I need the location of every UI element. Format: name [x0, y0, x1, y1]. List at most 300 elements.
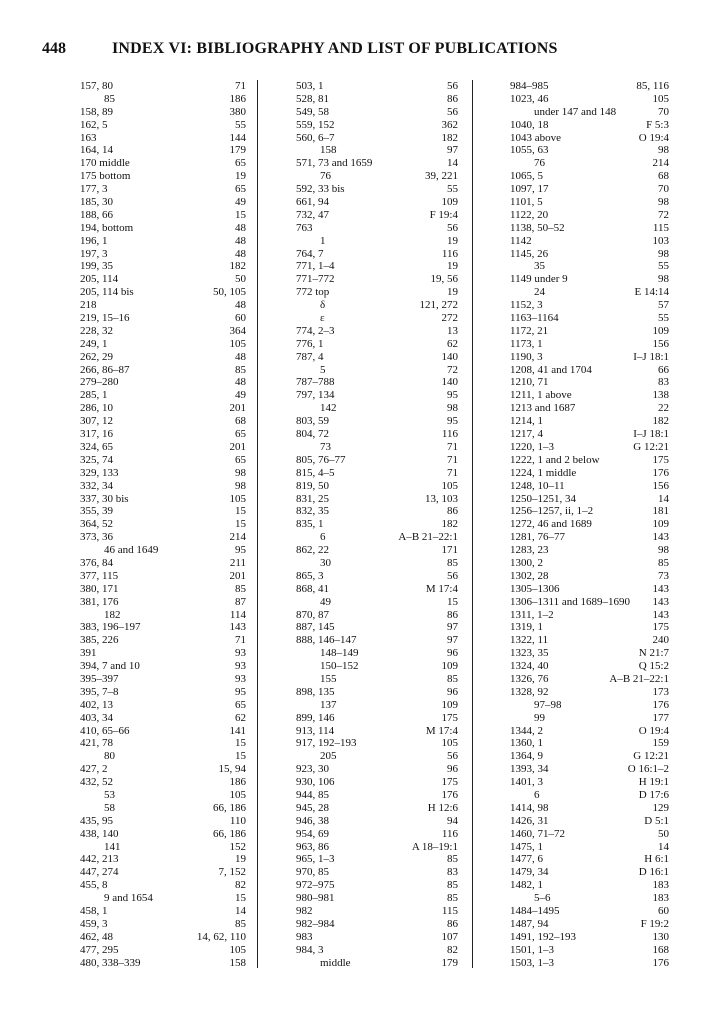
entry-page-ref: 143: [652, 531, 669, 544]
entry-page-ref: G 12:21: [633, 440, 669, 453]
entry-reference: 5: [320, 363, 326, 376]
index-entry: [80, 789, 246, 802]
entry-reference: 1323, 35: [510, 647, 549, 660]
entry-reference: 1477, 6: [510, 853, 543, 866]
entry-reference: 965, 1–3: [296, 853, 335, 866]
entry-reference: 137: [320, 698, 337, 711]
entry-page-ref: O 19:4: [638, 724, 669, 737]
entry-page-ref: 19: [447, 260, 458, 273]
entry-page-ref: F 19:2: [640, 917, 669, 930]
index-entry: [510, 170, 669, 183]
entry-page-ref: 14: [658, 492, 669, 505]
entry-page-ref: 85: [447, 892, 458, 905]
index-entry: [510, 725, 669, 738]
entry-reference: 1250–1251, 34: [510, 492, 576, 505]
entry-page-ref: 175: [441, 776, 458, 789]
index-entry: [510, 763, 669, 776]
entry-reference: 1460, 71–72: [510, 827, 565, 840]
entry-page-ref: 86: [447, 505, 458, 518]
entry-page-ref: 96: [447, 685, 458, 698]
entry-page-ref: 56: [447, 221, 458, 234]
index-entry: [80, 402, 246, 415]
entry-page-ref: H 12:6: [427, 801, 458, 814]
entry-reference: 732, 47: [296, 208, 329, 221]
entry-reference: δ: [320, 299, 326, 312]
entry-reference: 182: [104, 608, 121, 621]
entry-reference: 870, 87: [296, 608, 329, 621]
index-entry: [296, 609, 458, 622]
entry-reference: 46 and 1649: [104, 544, 159, 557]
index-entry: [510, 815, 669, 828]
index-entry: [80, 299, 246, 312]
index-entry: [80, 493, 246, 506]
entry-page-ref: 70: [658, 105, 669, 118]
index-entry: [80, 144, 246, 157]
entry-page-ref: 182: [441, 131, 458, 144]
entry-page-ref: 62: [235, 711, 246, 724]
index-entry: [510, 673, 669, 686]
page-header: [0, 40, 725, 64]
entry-reference: 888, 146–147: [296, 634, 357, 647]
entry-reference: 803, 59: [296, 415, 329, 428]
entry-page-ref: 116: [441, 827, 458, 840]
entry-page-ref: 143: [652, 582, 669, 595]
entry-reference: 559, 152: [296, 118, 335, 131]
entry-page-ref: 85: [447, 879, 458, 892]
entry-reference: 1479, 34: [510, 866, 549, 879]
entry-page-ref: 85: [235, 582, 246, 595]
entry-reference: 447, 274: [80, 866, 119, 879]
entry-reference: 373, 36: [80, 531, 113, 544]
index-entry: [510, 415, 669, 428]
entry-reference: 1302, 28: [510, 569, 549, 582]
index-entry: [296, 273, 458, 286]
entry-page-ref: 85: [447, 853, 458, 866]
index-entry: [80, 944, 246, 957]
entry-reference: 435, 95: [80, 814, 113, 827]
entry-page-ref: 15: [447, 595, 458, 608]
entry-reference: 402, 13: [80, 698, 113, 711]
entry-page-ref: 48: [235, 350, 246, 363]
entry-reference: 158, 89: [80, 105, 113, 118]
entry-reference: 1149 under 9: [510, 273, 568, 286]
entry-page-ref: 22: [658, 402, 669, 415]
entry-reference: 913, 114: [296, 724, 335, 737]
entry-reference: 776, 1: [296, 337, 324, 350]
entry-page-ref: 105: [441, 479, 458, 492]
entry-reference: 1305–1306: [510, 582, 560, 595]
index-entry: [296, 132, 458, 145]
entry-page-ref: 201: [229, 440, 246, 453]
entry-page-ref: 56: [447, 750, 458, 763]
index-entry: [510, 957, 669, 970]
entry-page-ref: 48: [235, 247, 246, 260]
index-entry: [80, 325, 246, 338]
index-entry: [510, 389, 669, 402]
entry-page-ref: 14, 62, 110: [196, 930, 246, 943]
entry-reference: middle: [320, 956, 351, 969]
entry-reference: 80: [104, 750, 115, 763]
index-entry: [510, 828, 669, 841]
entry-reference: 380, 171: [80, 582, 119, 595]
index-entry: [296, 699, 458, 712]
index-entry: [296, 621, 458, 634]
entry-reference: 148–149: [320, 647, 359, 660]
entry-reference: 49: [320, 595, 331, 608]
index-entry: [296, 260, 458, 273]
entry-reference: 355, 39: [80, 505, 113, 518]
index-entry: [80, 428, 246, 441]
entry-reference: 157, 80: [80, 80, 113, 92]
index-entry: [80, 132, 246, 145]
entry-page-ref: 68: [235, 415, 246, 428]
index-entry: [296, 222, 458, 235]
entry-reference: 76: [534, 157, 545, 170]
entry-page-ref: 143: [652, 595, 669, 608]
entry-page-ref: 182: [441, 518, 458, 531]
index-entry: [296, 725, 458, 738]
entry-page-ref: 15: [235, 505, 246, 518]
entry-page-ref: 72: [447, 363, 458, 376]
index-entry: [80, 273, 246, 286]
index-entry: [510, 144, 669, 157]
index-entry: [510, 686, 669, 699]
index-entry: [296, 841, 458, 854]
entry-reference: 970, 85: [296, 866, 329, 879]
entry-reference: 1281, 76–77: [510, 531, 565, 544]
entry-page-ref: 109: [652, 324, 669, 337]
entry-page-ref: 15, 94: [218, 763, 246, 776]
index-entry: [296, 196, 458, 209]
entry-page-ref: 175: [441, 711, 458, 724]
entry-page-ref: 272: [441, 312, 458, 325]
entry-reference: 58: [104, 801, 115, 814]
index-entry: [510, 376, 669, 389]
entry-page-ref: 105: [441, 737, 458, 750]
index-entry: [296, 583, 458, 596]
entry-page-ref: 156: [652, 479, 669, 492]
entry-page-ref: 55: [658, 260, 669, 273]
index-entry: [296, 905, 458, 918]
page-title: INDEX VI: BIBLIOGRAPHY AND LIST OF PUBLICATIONS: [112, 40, 558, 57]
entry-reference: 980–981: [296, 892, 335, 905]
index-entry: [510, 338, 669, 351]
entry-page-ref: 73: [658, 569, 669, 582]
entry-reference: 984–985: [510, 80, 549, 92]
entry-page-ref: 380: [229, 105, 246, 118]
entry-page-ref: 49: [235, 196, 246, 209]
entry-page-ref: 71: [235, 634, 246, 647]
entry-reference: 1306–1311 and 1689–1690: [510, 595, 630, 608]
index-entry: [510, 402, 669, 415]
entry-page-ref: 176: [652, 956, 669, 969]
index-entry: [80, 518, 246, 531]
entry-page-ref: 109: [441, 660, 458, 673]
entry-reference: 403, 34: [80, 711, 113, 724]
entry-reference: 194, bottom: [80, 221, 134, 234]
entry-page-ref: 177: [652, 711, 669, 724]
entry-page-ref: 97: [447, 634, 458, 647]
index-entry: [510, 647, 669, 660]
entry-page-ref: 168: [652, 943, 669, 956]
entry-reference: 982: [296, 905, 313, 917]
entry-reference: 97–98: [534, 698, 562, 711]
entry-page-ref: 103: [652, 234, 669, 247]
entry-reference: 219, 15–16: [80, 312, 130, 325]
entry-reference: 1055, 63: [510, 144, 549, 157]
entry-reference: 771–772: [296, 273, 335, 286]
entry-page-ref: 65: [235, 183, 246, 196]
entry-page-ref: 93: [235, 647, 246, 660]
index-entry: [510, 544, 669, 557]
index-entry: [510, 106, 669, 119]
entry-page-ref: 48: [235, 234, 246, 247]
entry-reference: 1501, 1–3: [510, 943, 554, 956]
entry-reference: 930, 106: [296, 776, 335, 789]
entry-page-ref: 97: [447, 144, 458, 157]
entry-page-ref: 175: [652, 453, 669, 466]
index-entry: [80, 415, 246, 428]
index-entry: [80, 209, 246, 222]
index-entry: [80, 905, 246, 918]
entry-page-ref: G 12:21: [633, 750, 669, 763]
entry-reference: 972–975: [296, 879, 335, 892]
index-entry: [80, 712, 246, 725]
entry-page-ref: H 6:1: [644, 853, 669, 866]
entry-page-ref: 98: [658, 247, 669, 260]
index-entry: [510, 505, 669, 518]
entry-reference: 1040, 18: [510, 118, 549, 131]
entry-reference: 503, 1: [296, 80, 324, 92]
index-entry: [296, 815, 458, 828]
entry-page-ref: 48: [235, 299, 246, 312]
entry-reference: 205: [320, 750, 337, 763]
entry-page-ref: D 17:6: [638, 788, 669, 801]
entry-page-ref: 130: [652, 930, 669, 943]
index-entry: [296, 93, 458, 106]
index-entry: [80, 106, 246, 119]
entry-reference: 945, 28: [296, 801, 329, 814]
entry-reference: 1214, 1: [510, 415, 543, 428]
entry-reference: 1101, 5: [510, 196, 543, 209]
entry-page-ref: 158: [229, 956, 246, 969]
entry-reference: 99: [534, 711, 545, 724]
index-entry: [510, 222, 669, 235]
entry-page-ref: 93: [235, 672, 246, 685]
index-entry: [296, 183, 458, 196]
entry-page-ref: 95: [447, 389, 458, 402]
index-entry: [510, 879, 669, 892]
entry-reference: 391: [80, 647, 97, 660]
entry-reference: 188, 66: [80, 208, 113, 221]
entry-reference: 158: [320, 144, 337, 157]
entry-page-ref: 95: [235, 685, 246, 698]
index-entry: [510, 364, 669, 377]
entry-reference: 984, 3: [296, 943, 324, 956]
index-entry: [510, 209, 669, 222]
entry-reference: 944, 85: [296, 788, 329, 801]
entry-page-ref: 15: [235, 737, 246, 750]
entry-page-ref: 182: [229, 260, 246, 273]
index-entry: [510, 351, 669, 364]
entry-page-ref: 85, 116: [636, 80, 669, 92]
index-entry: [510, 931, 669, 944]
entry-page-ref: 115: [652, 221, 669, 234]
entry-reference: 1097, 17: [510, 183, 549, 196]
index-entry: [296, 312, 458, 325]
entry-reference: 571, 73 and 1659: [296, 157, 373, 170]
entry-reference: 5–6: [534, 892, 551, 905]
index-entry: [296, 157, 458, 170]
entry-page-ref: 50: [658, 827, 669, 840]
index-entry: [296, 737, 458, 750]
index-entry: [510, 132, 669, 145]
index-entry: [296, 376, 458, 389]
entry-reference: 1401, 3: [510, 776, 543, 789]
entry-reference: 24: [534, 286, 545, 299]
entry-page-ref: 98: [447, 402, 458, 415]
entry-page-ref: 95: [235, 544, 246, 557]
index-entry: [80, 725, 246, 738]
entry-reference: 285, 1: [80, 389, 108, 402]
index-entry: [510, 260, 669, 273]
index-entry: [296, 763, 458, 776]
entry-reference: 76: [320, 170, 331, 183]
entry-reference: 549, 58: [296, 105, 329, 118]
entry-page-ref: 141: [229, 724, 246, 737]
index-entry: [296, 106, 458, 119]
index-entry: [296, 544, 458, 557]
index-entry: [80, 338, 246, 351]
index-entry: [296, 660, 458, 673]
entry-reference: 30: [320, 556, 331, 569]
index-entry: [80, 376, 246, 389]
index-entry: [296, 557, 458, 570]
index-entry: [296, 673, 458, 686]
entry-page-ref: Q 15:2: [638, 660, 669, 673]
entry-reference: 1122, 20: [510, 208, 549, 221]
entry-reference: 1482, 1: [510, 879, 543, 892]
index-entry: [510, 634, 669, 647]
index-entry: [510, 609, 669, 622]
entry-reference: 815, 4–5: [296, 466, 335, 479]
index-entry: [80, 828, 246, 841]
index-entry: [510, 802, 669, 815]
entry-page-ref: 105: [652, 92, 669, 105]
index-entry: [296, 828, 458, 841]
entry-page-ref: 93: [235, 660, 246, 673]
entry-reference: 394, 7 and 10: [80, 660, 140, 673]
index-entry: [80, 931, 246, 944]
entry-reference: 1328, 92: [510, 685, 549, 698]
entry-reference: 455, 8: [80, 879, 108, 892]
entry-reference: 771, 1–4: [296, 260, 335, 273]
entry-reference: 946, 38: [296, 814, 329, 827]
entry-page-ref: 175: [652, 621, 669, 634]
index-entry: [80, 621, 246, 634]
entry-reference: 432, 52: [80, 776, 113, 789]
entry-page-ref: 15: [235, 208, 246, 221]
index-entry: [510, 621, 669, 634]
index-entry: [510, 583, 669, 596]
entry-page-ref: 109: [441, 698, 458, 711]
entry-page-ref: 98: [658, 196, 669, 209]
index-entry: [510, 699, 669, 712]
entry-reference: 819, 50: [296, 479, 329, 492]
index-entry: [296, 480, 458, 493]
entry-reference: 1190, 3: [510, 350, 543, 363]
entry-reference: 787–788: [296, 376, 335, 389]
index-entry: [80, 389, 246, 402]
entry-page-ref: 140: [441, 376, 458, 389]
entry-reference: 170 middle: [80, 157, 130, 170]
index-entry: [80, 531, 246, 544]
entry-reference: 53: [104, 788, 115, 801]
index-entry: [510, 325, 669, 338]
entry-page-ref: 201: [229, 569, 246, 582]
index-entry: [296, 957, 458, 970]
entry-page-ref: 143: [652, 608, 669, 621]
entry-page-ref: 156: [652, 337, 669, 350]
entry-page-ref: 71: [447, 440, 458, 453]
entry-reference: 592, 33 bis: [296, 183, 345, 196]
entry-reference: 395–397: [80, 672, 119, 685]
entry-reference: 1213 and 1687: [510, 402, 576, 415]
entry-reference: 317, 16: [80, 428, 113, 441]
entry-page-ref: 56: [447, 80, 458, 92]
index-entry: [510, 737, 669, 750]
index-entry: [80, 892, 246, 905]
entry-page-ref: 14: [447, 157, 458, 170]
entry-reference: 329, 133: [80, 466, 119, 479]
entry-reference: ε: [320, 312, 325, 325]
entry-reference: 1173, 1: [510, 337, 543, 350]
index-entry: [80, 248, 246, 261]
entry-page-ref: 60: [658, 905, 669, 917]
index-entry: [80, 260, 246, 273]
entry-reference: 1484–1495: [510, 905, 560, 917]
entry-page-ref: 152: [229, 840, 246, 853]
entry-reference: 868, 41: [296, 582, 329, 595]
entry-reference: 162, 5: [80, 118, 108, 131]
entry-page-ref: 85: [447, 672, 458, 685]
index-entry: [80, 286, 246, 299]
entry-reference: 898, 135: [296, 685, 335, 698]
entry-page-ref: 186: [229, 92, 246, 105]
index-entry: [80, 119, 246, 132]
entry-reference: 1256–1257, ii, 1–2: [510, 505, 594, 518]
entry-page-ref: 56: [447, 569, 458, 582]
entry-reference: 1145, 26: [510, 247, 549, 260]
entry-reference: 410, 65–66: [80, 724, 130, 737]
entry-page-ref: 60: [235, 312, 246, 325]
entry-reference: 954, 69: [296, 827, 329, 840]
entry-page-ref: 19: [447, 286, 458, 299]
entry-page-ref: 71: [447, 453, 458, 466]
entry-page-ref: 66, 186: [213, 801, 246, 814]
entry-reference: 307, 12: [80, 415, 113, 428]
entry-reference: 279–280: [80, 376, 119, 389]
index-entry: [510, 312, 669, 325]
entry-page-ref: A 18–19:1: [411, 840, 458, 853]
entry-page-ref: 48: [235, 376, 246, 389]
entry-reference: 1208, 41 and 1704: [510, 363, 592, 376]
entry-reference: 141: [104, 840, 121, 853]
index-entry: [80, 737, 246, 750]
index-column-3: [510, 80, 669, 969]
entry-page-ref: 62: [447, 337, 458, 350]
entry-reference: 1224, 1 middle: [510, 466, 577, 479]
